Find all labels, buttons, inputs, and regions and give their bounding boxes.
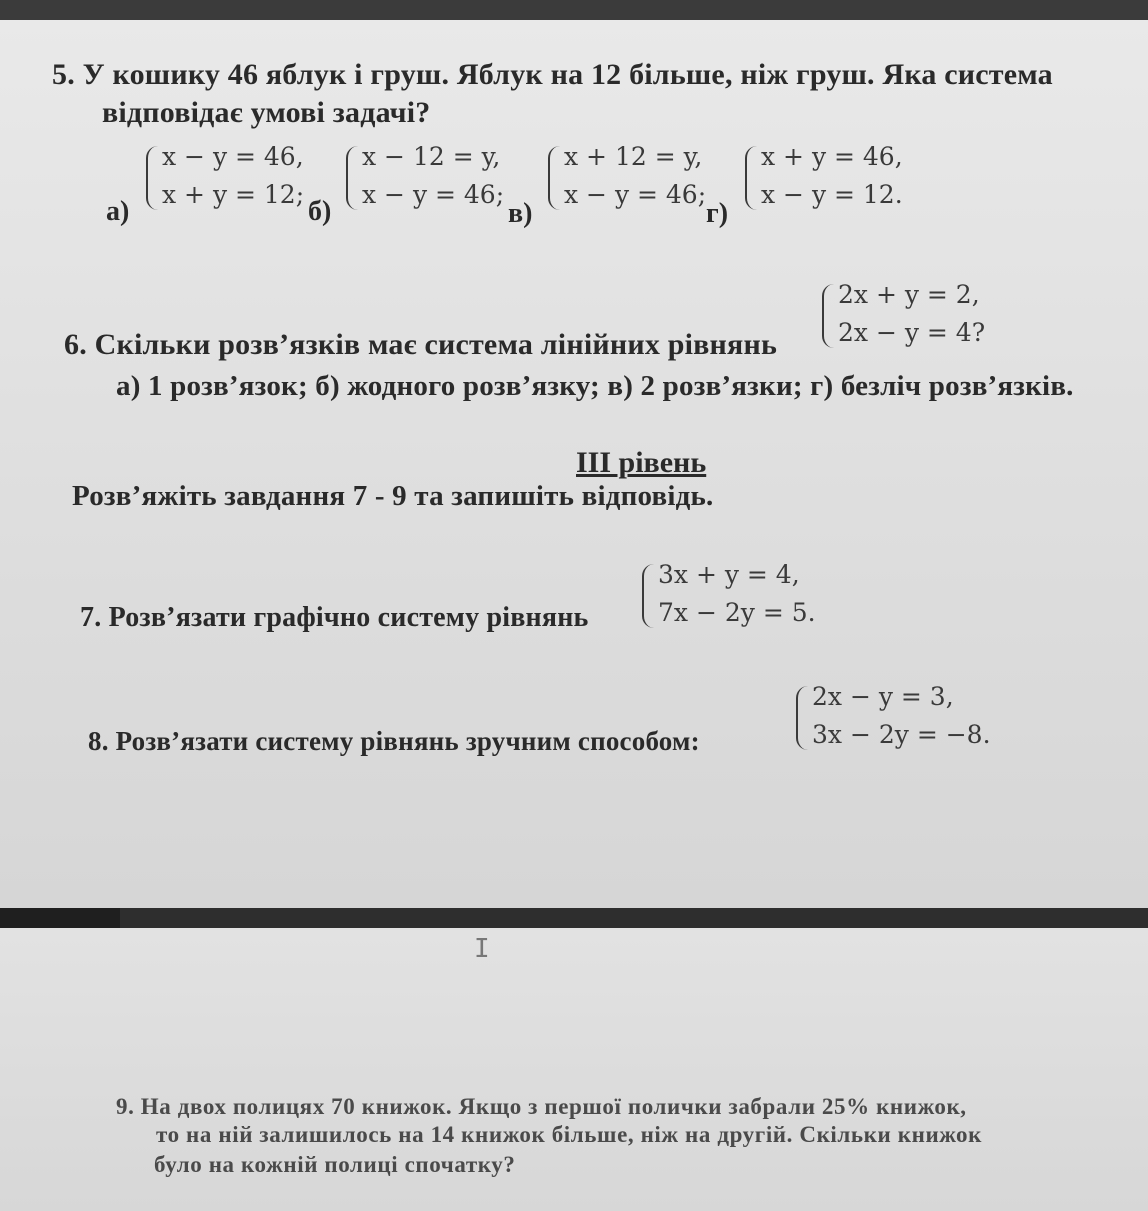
task6-system (822, 280, 992, 356)
brace-icon (822, 284, 836, 348)
level-title: ІІІ рівень (576, 446, 707, 479)
window-top-bar (0, 0, 1148, 20)
brace-icon (146, 146, 160, 210)
equation-1: 3x + y = 4, (658, 560, 800, 589)
task5-option-v-label: в) (508, 198, 533, 229)
task8-system (796, 682, 991, 758)
equation-2: 2x − y = 4? (838, 318, 986, 347)
brace-icon (745, 146, 759, 210)
equation-1: 2x + y = 2, (838, 280, 980, 309)
task9-line1: 9. На двох полицях 70 книжок. Якщо з першої полички забрали 25% книжок, (116, 1094, 967, 1119)
equation-2: 7x − 2y = 5. (658, 598, 816, 627)
task8-question: 8. Розв’язати систему рівнянь зручним способом: (88, 726, 700, 756)
text-cursor-icon: I (474, 934, 490, 964)
brace-icon (642, 564, 656, 628)
task5-option-a-label: а) (106, 196, 130, 227)
task6-question: 6. Скільки розв’язків має система лінійних рівнянь (64, 328, 778, 361)
equation-1: x − 12 = y, (362, 142, 501, 171)
task5-option-v-system (548, 142, 718, 218)
task6-answers: а) 1 розв’язок; б) жодного розв’язку; в) 2 розв’язки; г) безліч розв’язків. (116, 370, 1074, 402)
brace-icon (346, 146, 360, 210)
equation-1: x − y = 46, (162, 142, 304, 171)
task5-option-b-system (346, 142, 516, 218)
equation-2: x + y = 12; (162, 180, 305, 209)
equation-1: x + y = 46, (761, 142, 903, 171)
task5-line1: 5. У кошику 46 яблук і груш. Яблук на 12 більше, ніж груш. Яка система (52, 58, 1053, 91)
level-instruction: Розв’яжіть завдання 7 - 9 та запишіть відповідь. (72, 480, 714, 512)
task5-line2: відповідає умові задачі? (102, 96, 431, 129)
task5-option-g-system (745, 142, 915, 218)
equation-2: 3x − 2y = −8. (812, 720, 991, 749)
page-divider (0, 908, 1148, 928)
task5-option-b-label: б) (308, 196, 332, 227)
page-divider-shadow (0, 908, 120, 930)
task9-line3: було на кожній полиці спочатку? (154, 1152, 516, 1177)
equation-1: x + 12 = y, (564, 142, 703, 171)
equation-2: x − y = 46; (564, 180, 707, 209)
equation-2: x − y = 46; (362, 180, 505, 209)
brace-icon (796, 686, 810, 750)
task9-line2: то на ній залишилось на 14 книжок більше, ніж на другій. Скільки книжок (156, 1122, 982, 1147)
task7-question: 7. Розв’язати графічно систему рівнянь (80, 602, 589, 633)
task7-system (642, 560, 816, 636)
equation-2: x − y = 12. (761, 180, 903, 209)
task5-option-g-label: г) (706, 198, 729, 229)
brace-icon (548, 146, 562, 210)
task5-option-a-system (146, 142, 306, 218)
equation-1: 2x − y = 3, (812, 682, 954, 711)
